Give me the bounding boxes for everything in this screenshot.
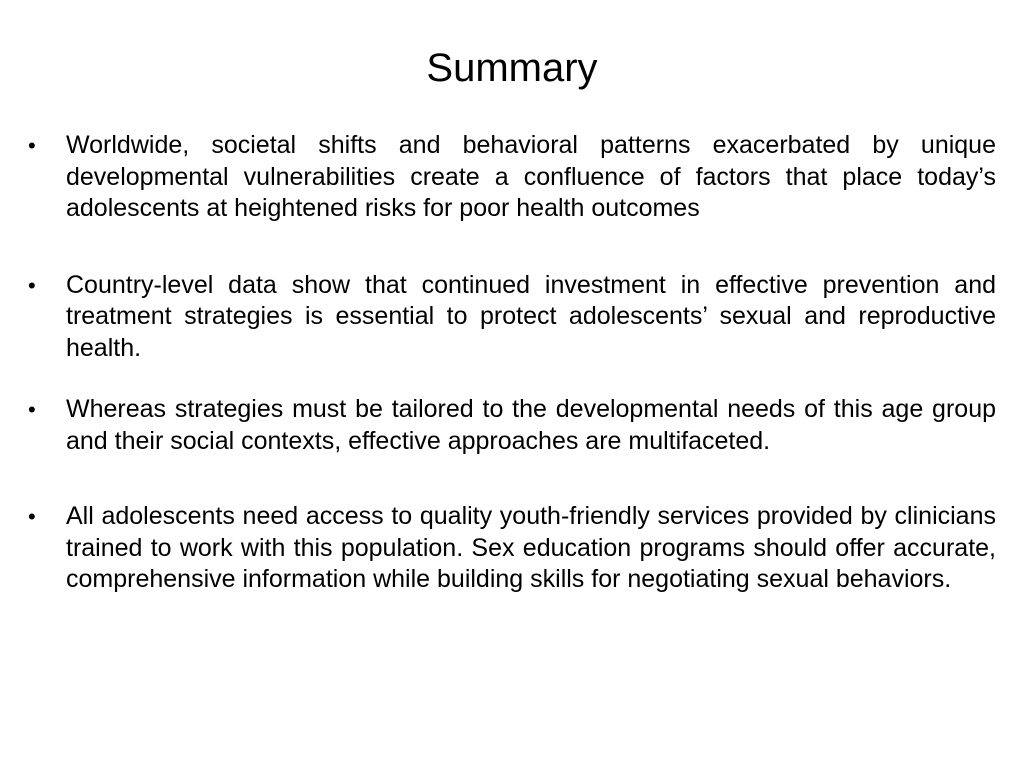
bullet-icon: • xyxy=(28,272,36,298)
bullet-icon: • xyxy=(28,504,36,529)
bullet-item xyxy=(28,130,996,225)
bullet-item xyxy=(28,270,996,365)
bullet-text: All adolescents need access to quality youth-friendly services provided by clinicians trained to work with this population. Sex education programs should offer accurate, comprehensive information while building skills for negotiating sexual behaviors. xyxy=(66,502,996,593)
bullet-text: Worldwide, societal shifts and behavioral patterns exacerbated by unique developmental vulnerabilities create a confluence of factors that place today’s adolescents at heightened risks for poor health outcomes xyxy=(66,131,996,222)
bullet-icon: • xyxy=(28,397,36,422)
bullet-list xyxy=(28,130,996,596)
slide-title: Summary xyxy=(426,46,598,90)
bullet-item xyxy=(28,501,996,596)
bullet-icon: • xyxy=(28,133,36,158)
bullet-text: Country-level data show that continued investment in effective prevention and treatment strategies is essential to protect adolescents’ sexual and reproductive health. xyxy=(66,270,996,362)
bullet-item xyxy=(28,394,996,457)
bullet-text: Whereas strategies must be tailored to the developmental needs of this age group and their social contexts, effective approaches are multifaceted. xyxy=(66,395,996,455)
